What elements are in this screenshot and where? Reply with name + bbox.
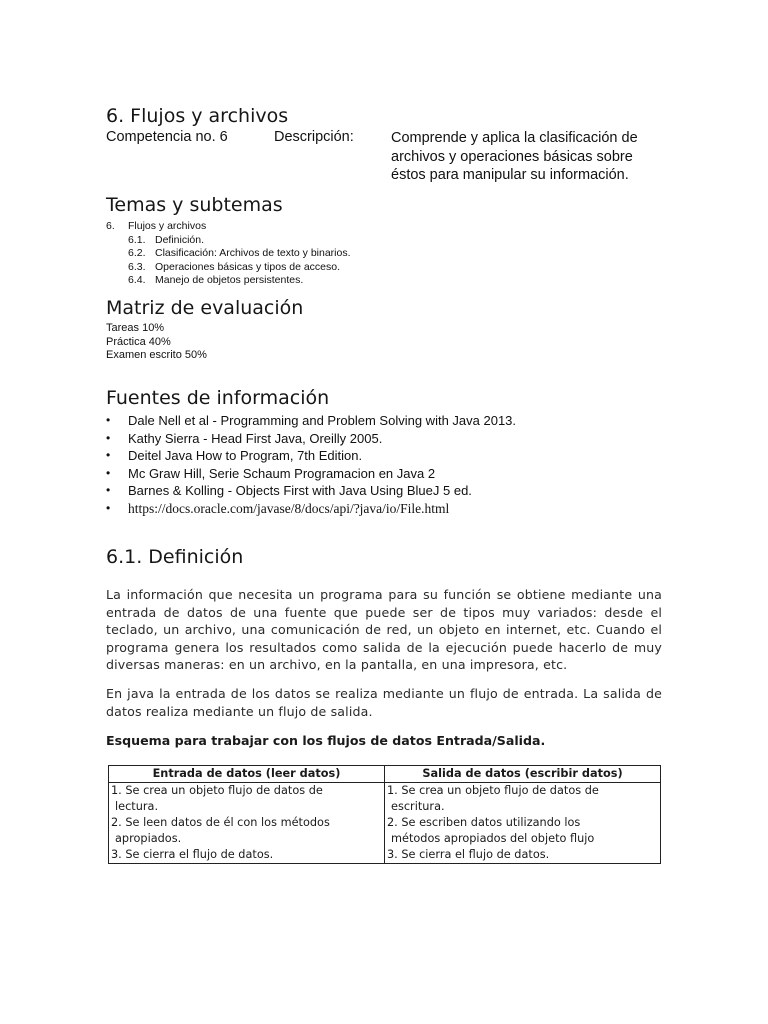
entrada-line: 3. Se cierra el flujo de datos. xyxy=(111,848,274,861)
bullet-icon: • xyxy=(106,500,111,515)
entrada-line: 1. Se crea un objeto flujo de datos de xyxy=(111,784,323,797)
matriz-item: Tareas 10% xyxy=(106,322,165,334)
fuente-item xyxy=(106,465,516,483)
temas-sub-number: 6.1. xyxy=(128,233,146,246)
definicion-heading: 6.1. Definición xyxy=(106,546,244,568)
temas-heading: Temas y subtemas xyxy=(106,194,283,216)
temas-sub-label: Operaciones básicas y tipos de acceso. xyxy=(155,260,341,273)
descripcion-text xyxy=(391,129,661,185)
fuente-text: Mc Graw Hill, Serie Schaum Programacion en Java 2 xyxy=(128,465,436,481)
fuentes-list xyxy=(106,412,516,517)
fuente-text: Dale Nell et al - Programming and Problem Solving with Java 2013. xyxy=(128,413,517,428)
fuente-text: Kathy Sierra - Head First Java, Oreilly 2005. xyxy=(128,430,383,446)
salida-line: métodos apropiados del objeto flujo xyxy=(391,832,595,845)
section-title: 6. Flujos y archivos xyxy=(106,105,289,127)
temas-main-item xyxy=(106,220,351,234)
salida-line: escritura. xyxy=(391,800,445,813)
matriz-list xyxy=(106,322,207,363)
descripcion-line: archivos y operaciones básicas sobre xyxy=(391,148,633,165)
fuente-link[interactable]: https://docs.oracle.com/javase/8/docs/api/?java/io/File.html xyxy=(128,500,450,516)
temas-sub-number: 6.3. xyxy=(128,260,146,273)
temas-sub-item xyxy=(106,274,351,288)
temas-sub-label: Definición. xyxy=(155,233,205,246)
matriz-item: Práctica 40% xyxy=(106,335,171,348)
fuente-item xyxy=(106,482,516,500)
definicion-paragraph-1: La información que necesita un programa para su función se obtiene mediante una entrada de datos de una fuente que puede ser de tipos muy variados: desde el teclado, un archivo, una comunicación de red, un objeto en internet, etc. Cuando el programa genera los resultados como salida de la ejecución puede hacerlo de muy diversas maneras: en un archivo, en la pantalla, en una impresora, etc. xyxy=(106,587,662,673)
salida-line: 1. Se crea un objeto flujo de datos de xyxy=(387,784,599,797)
matriz-heading: Matriz de evaluación xyxy=(106,297,304,319)
temas-sub-label: Clasificación: Archivos de texto y binarios. xyxy=(155,247,351,259)
entrada-header: Entrada de datos (leer datos) xyxy=(109,766,385,783)
temas-sub-number: 6.4. xyxy=(128,274,146,286)
temas-sub-item xyxy=(106,261,351,275)
bullet-icon: • xyxy=(106,430,111,445)
fuente-text: Deitel Java How to Program, 7th Edition. xyxy=(128,448,363,463)
salida-cell xyxy=(385,783,661,864)
salida-header: Salida de datos (escribir datos) xyxy=(385,766,661,783)
bullet-icon: • xyxy=(106,413,111,427)
temas-sub-label: Manejo de objetos persistentes. xyxy=(155,274,304,286)
fuentes-heading: Fuentes de información xyxy=(106,387,330,409)
descripcion-line: Comprende y aplica la clasificación de xyxy=(391,130,638,146)
temas-sub-item xyxy=(106,247,351,261)
fuente-text: Barnes & Kolling - Objects First with Java Using BlueJ 5 ed. xyxy=(128,483,472,498)
esquema-title: Esquema para trabajar con los flujos de datos Entrada/Salida. xyxy=(106,733,546,748)
bullet-icon: • xyxy=(106,483,111,497)
temas-sub-item xyxy=(106,234,351,248)
temas-main-number: 6. xyxy=(106,220,115,232)
temas-list xyxy=(106,220,351,288)
temas-main-label: Flujos y archivos xyxy=(128,220,207,232)
esquema-table xyxy=(108,765,661,864)
bullet-icon: • xyxy=(106,448,111,462)
matriz-item: Examen escrito 50% xyxy=(106,349,207,361)
fuente-item xyxy=(106,430,516,448)
fuente-item xyxy=(106,500,516,518)
fuente-item xyxy=(106,447,516,465)
fuente-item xyxy=(106,412,516,430)
entrada-cell xyxy=(109,783,385,864)
definicion-paragraph-2: En java la entrada de los datos se realiza mediante un flujo de entrada. La salida de datos realiza mediante un flujo de salida. xyxy=(106,686,662,719)
competencia-label: Competencia no. 6 xyxy=(106,129,228,145)
temas-sub-number: 6.2. xyxy=(128,247,146,259)
competencia-row xyxy=(106,129,666,185)
table-header-row xyxy=(109,766,661,783)
table-row xyxy=(109,783,661,864)
entrada-line: apropiados. xyxy=(115,832,182,845)
entrada-line: 2. Se leen datos de él con los métodos xyxy=(111,816,330,829)
salida-line: 3. Se cierra el flujo de datos. xyxy=(387,848,550,861)
bullet-icon: • xyxy=(106,465,111,480)
entrada-line: lectura. xyxy=(115,800,159,813)
salida-line: 2. Se escriben datos utilizando los xyxy=(387,816,581,829)
descripcion-line: éstos para manipular su información. xyxy=(391,167,629,183)
descripcion-label: Descripción: xyxy=(274,129,354,145)
